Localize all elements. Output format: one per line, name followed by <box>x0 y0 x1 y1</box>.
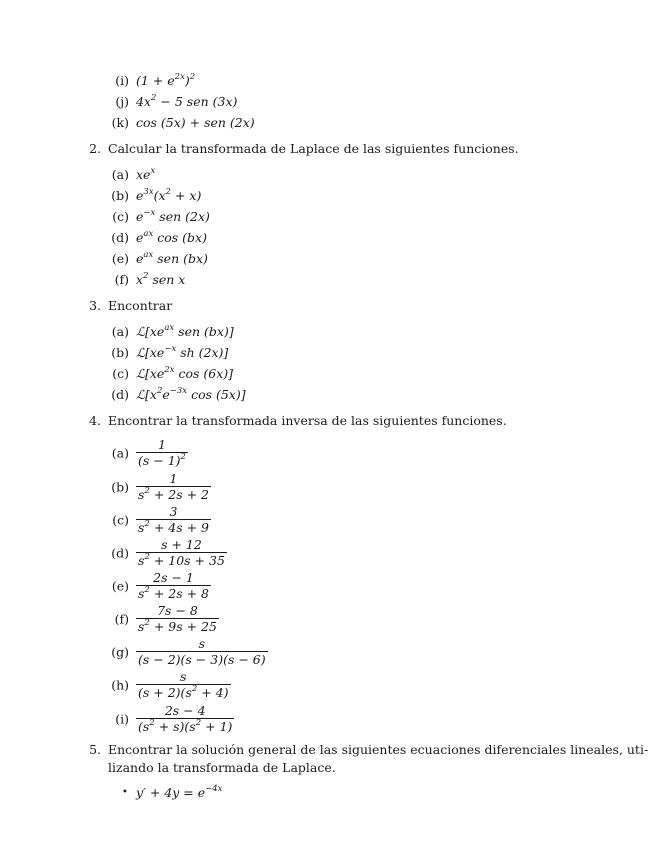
problem-4-heading <box>89 413 507 428</box>
item-label: (a) <box>111 167 129 182</box>
fraction-item <box>111 437 188 468</box>
math-expression: $e^{-x}$ sen (2x) <box>136 207 210 224</box>
list-item <box>114 270 186 287</box>
math-expression: cos (5x) + sen (2x) <box>136 115 255 130</box>
math-expression: $ℒ[xe^{-x}$ sh (2x)] <box>136 343 229 360</box>
fraction-item <box>111 636 268 667</box>
item-label: (k) <box>111 115 129 130</box>
item-label: (c) <box>112 366 129 381</box>
denominator: $(s - 1)^2$ <box>138 451 186 468</box>
math-expression: $e^{3x}(x^2 + x)$ <box>136 186 202 203</box>
list-item <box>111 385 246 402</box>
fraction-item <box>111 669 231 700</box>
item-label: (h) <box>111 677 129 692</box>
list-item <box>115 92 238 109</box>
denominator: $s^2 + 9s + 25$ <box>138 617 217 634</box>
item-label: (i) <box>115 73 129 88</box>
item-label: (a) <box>111 445 129 460</box>
numerator: s + 12 <box>161 537 202 552</box>
item-label: (j) <box>115 94 129 109</box>
numerator: s <box>198 636 206 651</box>
item-label: (b) <box>111 188 129 203</box>
item-label: (e) <box>111 578 129 593</box>
item-label: (d) <box>111 230 129 245</box>
numerator: s <box>180 669 187 684</box>
list-item <box>111 228 207 245</box>
item-label: (c) <box>112 209 129 224</box>
item-label: (a) <box>111 324 129 339</box>
item-label: (c) <box>112 512 129 527</box>
denominator: $s^2 + 2s + 8$ <box>138 584 210 601</box>
bullet-marker: • <box>122 787 128 798</box>
denominator: $s^2 + 4s + 9$ <box>138 518 210 535</box>
problem-number: 3. <box>89 298 101 313</box>
list-item <box>111 186 202 203</box>
list-item <box>111 115 255 130</box>
fraction-item <box>111 471 211 502</box>
problem-2-heading <box>89 141 519 156</box>
item-label: (d) <box>111 387 129 402</box>
problem-text: Encontrar la solución general de las siguientes ecuaciones diferenciales lineales, uti- <box>108 742 649 757</box>
math-expression: $e^{ax}$ cos (bx) <box>136 228 207 245</box>
item-label: (f) <box>114 272 129 287</box>
numerator: 3 <box>169 504 178 519</box>
list-item <box>136 785 222 800</box>
list-item <box>111 249 208 266</box>
math-expression: $xe^x$ <box>136 165 156 182</box>
problem-text: Encontrar la transformada inversa de las siguientes funciones. <box>108 413 507 428</box>
math-expression: $x^2$ sen x <box>136 270 186 287</box>
problem-text: Encontrar <box>108 298 173 313</box>
denominator: (s − 2)(s − 3)(s − 6) <box>138 652 266 667</box>
list-item <box>112 207 210 224</box>
problem-text: lizando la transformada de Laplace. <box>108 760 336 775</box>
numerator: 2s − 1 <box>153 570 194 585</box>
denominator: $s^2 + 10s + 35$ <box>138 551 225 568</box>
list-item <box>111 322 234 339</box>
math-expression: $ℒ[xe^{ax}$ sen (bx)] <box>136 322 234 339</box>
problem-3-heading <box>89 298 173 313</box>
item-label: (e) <box>111 251 129 266</box>
item-label: (i) <box>115 711 129 726</box>
numerator: 2s − 4 <box>164 703 206 718</box>
problem-text: Calcular la transformada de Laplace de las siguientes funciones. <box>108 141 519 156</box>
fraction-item <box>112 504 211 535</box>
math-expression: $4x^2 - 5$ sen (3x) <box>136 92 238 109</box>
list-item <box>111 343 229 360</box>
problem-number: 5. <box>89 742 101 757</box>
denominator: $(s + 2)(s^2 + 4)$ <box>138 683 229 700</box>
fraction-item <box>115 703 234 734</box>
list-item <box>111 165 156 182</box>
math-expression: $y' + 4y = e^{-4x}$ <box>136 783 223 800</box>
fraction-item <box>111 537 227 568</box>
numerator: 1 <box>169 471 178 486</box>
problem-5-heading <box>89 742 649 757</box>
item-label: (b) <box>111 345 129 360</box>
problem-number: 4. <box>89 413 101 428</box>
math-expression: $ℒ[x^2e^{-3x}$ cos (5x)] <box>136 385 246 402</box>
fraction-item <box>114 603 219 634</box>
math-expression: $ℒ[xe^{2x}$ cos (6x)] <box>136 364 234 381</box>
numerator: 7s − 8 <box>157 603 198 618</box>
math-expression: $e^{ax}$ sen (bx) <box>136 249 208 266</box>
list-item <box>112 364 234 381</box>
list-item <box>115 71 196 88</box>
denominator: $(s^2 + s)(s^2 + 1)$ <box>138 717 233 734</box>
math-expression: $(1 + e^{2x})^2$ <box>136 71 196 88</box>
problem-number: 2. <box>89 141 101 156</box>
problem-5-text-continuation <box>108 760 336 775</box>
item-label: (f) <box>114 611 129 626</box>
fraction-item <box>111 570 211 601</box>
item-label: (b) <box>111 479 129 494</box>
item-label: (g) <box>111 644 129 659</box>
numerator: 1 <box>158 437 166 452</box>
denominator: $s^2 + 2s + 2$ <box>138 485 210 502</box>
item-label: (d) <box>111 545 129 560</box>
